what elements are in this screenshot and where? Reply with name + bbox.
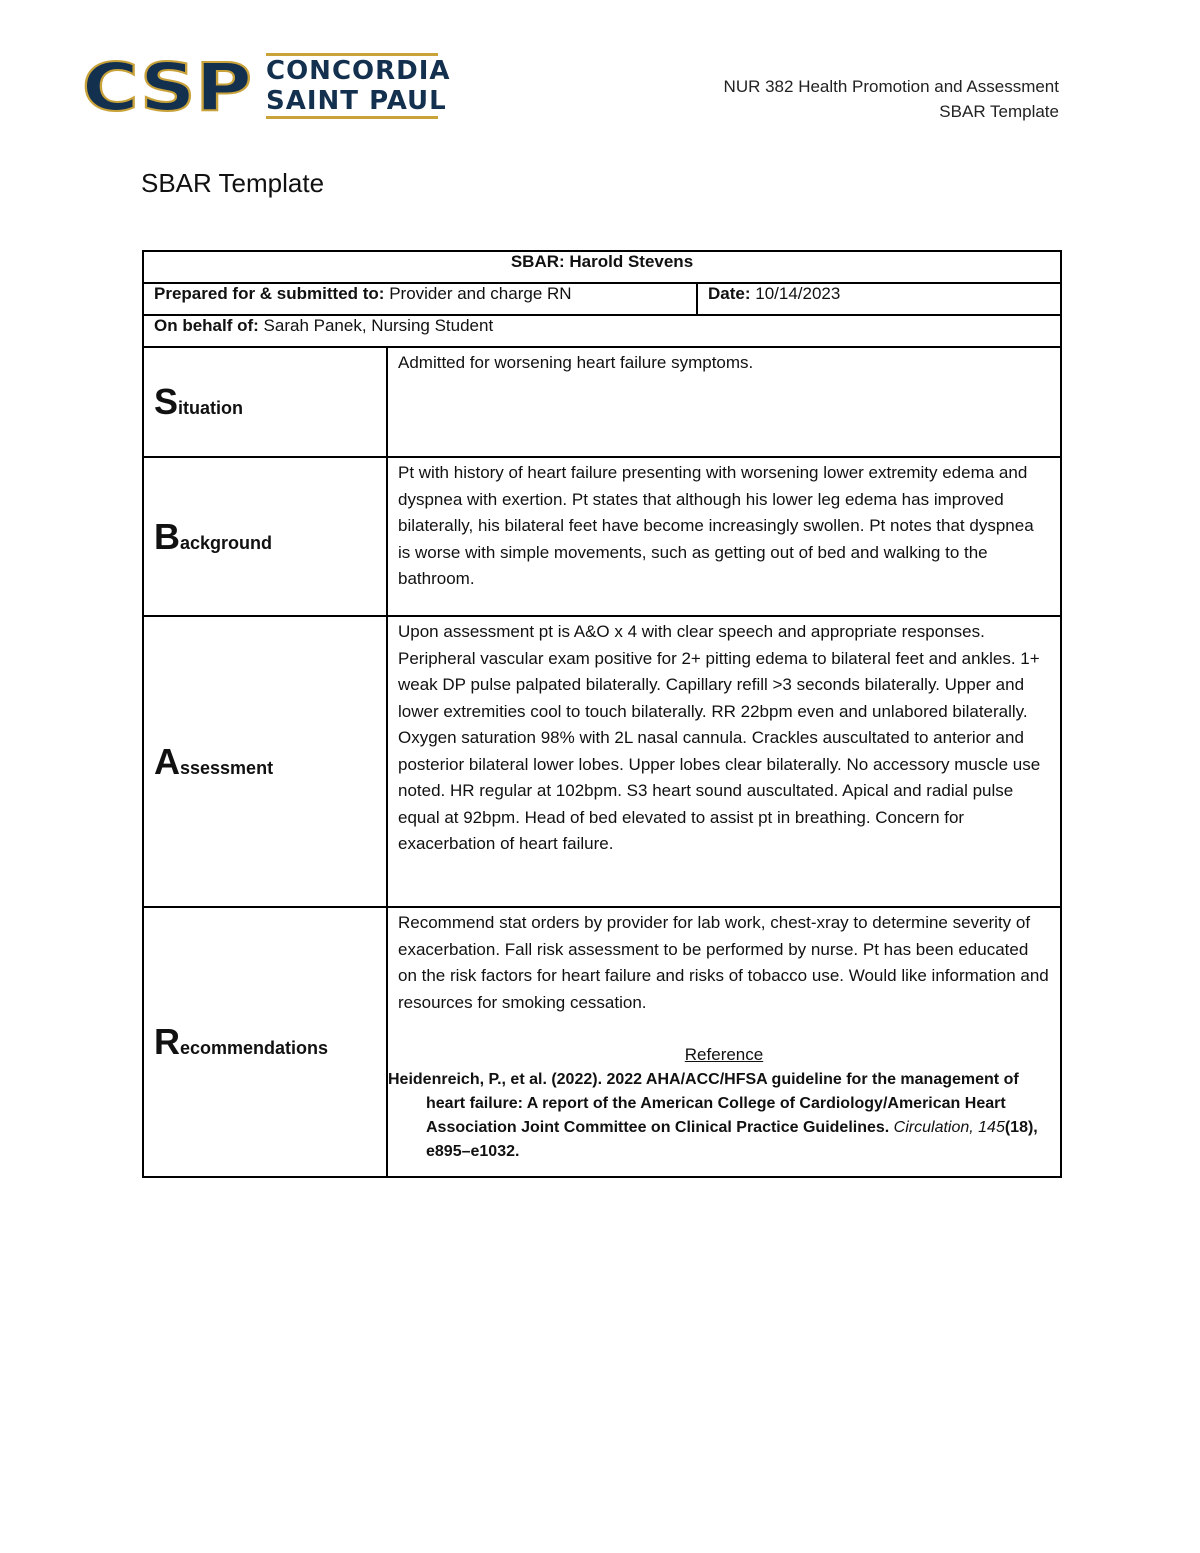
sbar-table	[142, 250, 1062, 1178]
recommendations-row	[143, 907, 1061, 1177]
date-cell	[697, 283, 1061, 315]
course-name: NUR 382 Health Promotion and Assessment	[723, 77, 1059, 96]
reference-journal: Circulation, 145	[893, 1119, 1005, 1136]
sbar-heading: SBAR: Harold Stevens	[143, 251, 1061, 283]
assessment-row	[143, 616, 1061, 907]
situation-label-rest: ituation	[178, 398, 244, 418]
assessment-text: Upon assessment pt is A&O x 4 with clear speech and appropriate responses. Peripheral vascular exam positive for 2+ pitting edema to bilateral feet and ankles. 1+ weak DP pulse palpated bilaterally. Capillary refill >3 seconds bilaterally. Upper and lower extremities cool to touch bilaterally. RR 22bpm even and unlabored bilaterally. Oxygen saturation 98% with 2L nasal cannula. Crackles auscultated to anterior and posterior bilateral lower lobes. Upper lobes clear bilaterally. No accessory muscle use noted. HR regular at 102bpm. S3 heart sound auscultated. Apical and radial pulse equal at 92bpm. Head of bed elevated to assist pt in breathing. Concern for exacerbation of heart failure.	[387, 616, 1061, 907]
page-title: SBAR Template	[141, 168, 325, 198]
recommendations-label-rest: ecommendations	[180, 1038, 329, 1058]
reference-citation	[388, 1068, 1056, 1164]
csp-logo-mark	[82, 52, 254, 120]
behalf-row	[143, 315, 1061, 347]
situation-row	[143, 347, 1061, 457]
header-doc-label: SBAR Template	[939, 102, 1059, 121]
prepared-cell	[143, 283, 697, 315]
reference-tail: (18), e895–e1032.	[426, 1119, 1038, 1160]
background-row	[143, 457, 1061, 616]
recommendations-cell	[387, 907, 1061, 1177]
background-text: Pt with history of heart failure presenting with worsening lower extremity edema and dyspnea with exertion. Pt states that although his lower leg edema has improved bilaterally, his bilateral feet have become increasingly swollen. Pt notes that dyspnea is worse with simple movements, such as getting out of bed and walking to the bathroom.	[387, 457, 1061, 616]
logo-line-1: CONCORDIA	[266, 56, 451, 86]
situation-label	[143, 347, 387, 457]
situation-text: Admitted for worsening heart failure symptoms.	[387, 347, 1061, 457]
logo-bottom-rule	[266, 116, 438, 119]
background-initial: B	[154, 515, 180, 557]
concordia-logo	[82, 52, 451, 120]
assessment-label	[143, 616, 387, 907]
situation-initial: S	[154, 381, 179, 422]
prepared-label: Prepared for & submitted to:	[154, 284, 385, 303]
prepared-value: Provider and charge RN	[384, 284, 572, 303]
assessment-initial: A	[154, 740, 180, 782]
date-label: Date:	[708, 284, 751, 303]
assessment-label-rest: ssessment	[180, 757, 274, 778]
reference-heading: Reference	[684, 1045, 764, 1064]
page-header	[724, 74, 1059, 124]
reference-main: Heidenreich, P., et al. (2022). 2022 AHA/ACC/HFSA guideline for the management of heart failure: A report of the American College of Cardiology/American Heart Association Joint Committee on Clinical Practice Guidelines.	[388, 1071, 1019, 1136]
prepared-row	[143, 283, 1061, 315]
sbar-title-row	[143, 251, 1061, 283]
recommendations-label	[143, 907, 387, 1177]
logo-line-2: SAINT PAUL	[266, 86, 447, 116]
logo-wordmark	[266, 53, 451, 119]
behalf-label: On behalf of:	[154, 316, 259, 335]
logo-csp-text: CSP	[82, 52, 252, 120]
recommendations-initial: R	[154, 1021, 180, 1062]
background-label-rest: ackground	[180, 532, 273, 553]
recommendations-text: Recommend stat orders by provider for lab work, chest-xray to determine severity of exacerbation. Fall risk assessment to be performed by nurse. Pt has been educated on the risk factors for heart failure and risks of tobacco use. Would like information and resources for smoking cessation.	[398, 913, 1049, 1012]
behalf-value: Sarah Panek, Nursing Student	[258, 316, 494, 335]
behalf-cell	[143, 315, 1061, 347]
date-value: 10/14/2023	[750, 284, 841, 303]
background-label	[143, 457, 387, 616]
